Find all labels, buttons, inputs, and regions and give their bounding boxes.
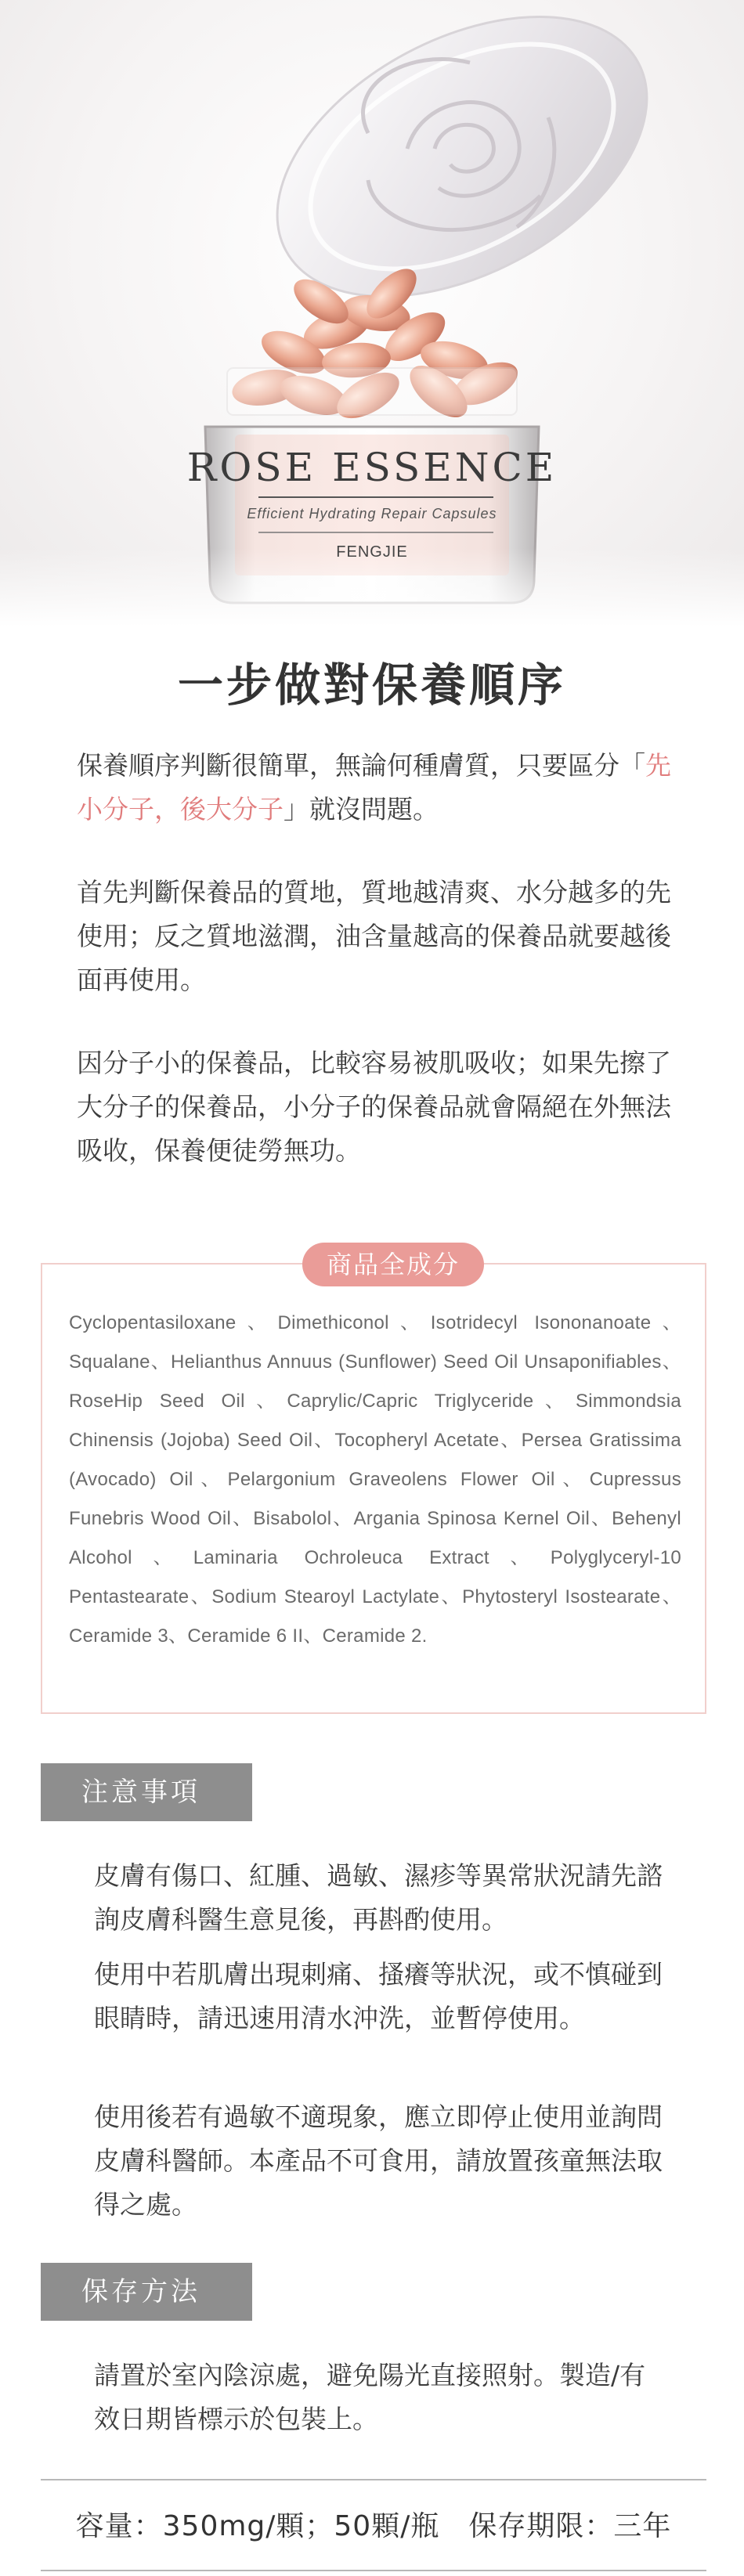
jar-maker-text: FENGJIE	[336, 543, 408, 561]
intro-paragraph-2: 首先判斷保養品的質地，質地越清爽、水分越多的先使用；反之質地滋潤，油含量越高的保養品就要越後面再使用。	[77, 877, 671, 995]
ingredients-title-badge: 商品全成分	[302, 1243, 484, 1286]
storage-text: 請置於室內陰涼處，避免陽光直接照射。製造/有效日期皆標示於包裝上。	[94, 2360, 646, 2434]
intro-p1-before: 保養順序判斷很簡單，無論何種膚質，只要區分「	[77, 750, 645, 781]
caution-item: 使用後若有過敏不適現象，應立即停止使用並詢問皮膚科醫師。本產品不可食用，請放置孩童無法取得之處。	[94, 2102, 663, 2220]
rose-jar-illustration	[0, 0, 744, 626]
intro-p1-after: 」就沒問題。	[284, 794, 439, 824]
intro-paragraph-1	[77, 744, 672, 832]
page-title: 一步做對保養順序	[177, 658, 566, 712]
hero-product-image	[0, 0, 744, 626]
intro-paragraph-3: 因分子小的保養品，比較容易被肌吸收；如果先擦了大分子的保養品，小分子的保養品就會隔絕在外無法吸收，保養便徒勞無功。	[77, 1048, 671, 1166]
ingredients-box	[41, 1250, 706, 1714]
intro-p1-highlight: 先小分子，後大分子	[77, 750, 671, 824]
caution-section-header: 注意事項	[41, 1763, 252, 1821]
spec-divider-top	[41, 2479, 706, 2480]
storage-section-header: 保存方法	[41, 2263, 252, 2321]
spec-divider-bottom	[41, 2570, 706, 2571]
spec-line: 容量：350mg/顆；50顆/瓶 保存期限：三年	[75, 2510, 672, 2542]
caution-item: 使用中若肌膚出現刺痛、搔癢等狀況，或不慎碰到眼睛時，請迅速用清水沖洗，並暫停使用。	[94, 1959, 663, 2033]
ingredients-list: Cyclopentasiloxane、Dimethiconol、Isotridecyl Isononanoate、Squalane、Helianthus Annuus (Sunflower) Seed Oil Unsaponifiables、RoseHip Seed Oil、Caprylic/Capric Triglyceride、Simmondsia Chinensis (Jojoba) Seed Oil、Tocopheryl Acetate、Persea Gratissima (Avocado) Oil、Pelargonium Graveolens Flower Oil、Cupressus Funebris Wood Oil、Bisabolol、Argania Spinosa Kernel Oil、Behenyl Alcohol、Laminaria Ochroleuca Extract、Polyglyceryl-10 Pentastearate、Sodium Stearoyl Lactylate、Phytosteryl Isostearate、Ceramide 3、Ceramide 6 II、Ceramide 2.	[69, 1312, 681, 1647]
jar-subtitle-text: Efficient Hydrating Repair Capsules	[247, 506, 497, 521]
caution-item: 皮膚有傷口、紅腫、過敏、濕疹等異常狀況請先諮詢皮膚科醫生意見後，再斟酌使用。	[94, 1860, 663, 1935]
jar-brand-text: ROSE ESSENCE	[186, 445, 558, 490]
